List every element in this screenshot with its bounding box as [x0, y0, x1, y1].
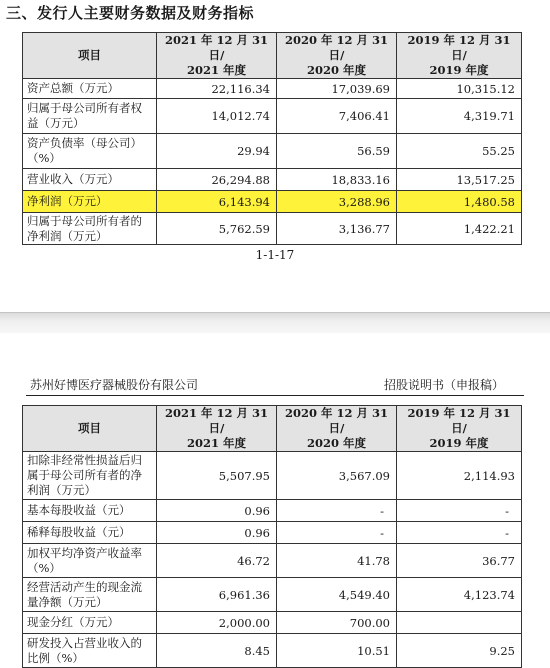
row-label: 基本每股收益（元） [23, 500, 157, 522]
header-2021: 2021 年 12 月 31 日/ 2021 年度 [157, 406, 277, 452]
cell-2021: 22,116.34 [157, 79, 277, 99]
cell-2019: 4,123.74 [397, 578, 522, 612]
company-name: 苏州好博医疗器械股份有限公司 [30, 378, 199, 392]
table-row [23, 500, 522, 522]
header-2019: 2019 年 12 月 31 日/ 2019 年度 [397, 406, 522, 452]
table-row-highlighted [23, 191, 522, 213]
cell-2021: 14,012.74 [157, 99, 277, 134]
cell-2019: - [397, 522, 522, 544]
cell-2021: 26,294.88 [157, 169, 277, 191]
cell-2019: 1,422.21 [397, 213, 522, 245]
row-label: 资产负债率（母公司）（%） [23, 134, 157, 169]
cell-2019: 2,114.93 [397, 452, 522, 500]
row-label: 稀释每股收益（元） [23, 522, 157, 544]
cell-2020: 700.00 [277, 612, 397, 634]
table-row [23, 544, 522, 578]
cell-2020: 4,549.40 [277, 578, 397, 612]
row-label: 经营活动产生的现金流量净额（万元） [23, 578, 157, 612]
table-row [23, 79, 522, 99]
page-separator [0, 312, 550, 333]
cell-2020: 56.59 [277, 134, 397, 169]
header-2020: 2020 年 12 月 31 日/ 2020 年度 [277, 33, 397, 79]
row-label: 研发投入占营业收入的比例（%） [23, 634, 157, 668]
table-row [23, 169, 522, 191]
header-item: 项目 [23, 33, 157, 79]
financial-table-2 [22, 405, 522, 668]
cell-2021: 46.72 [157, 544, 277, 578]
financial-table-1 [22, 32, 522, 245]
cell-2021: 5,762.59 [157, 213, 277, 245]
cell-2021: 0.96 [157, 522, 277, 544]
cell-2021: 6,961.36 [157, 578, 277, 612]
row-label: 加权平均净资产收益率（%） [23, 544, 157, 578]
table-row [23, 612, 522, 634]
table-row [23, 452, 522, 500]
row-label: 资产总额（万元） [23, 79, 157, 99]
header-divider [26, 395, 524, 396]
cell-2020: 3,567.09 [277, 452, 397, 500]
table-row [23, 99, 522, 134]
row-label: 现金分红（万元） [23, 612, 157, 634]
cell-2021: 5,507.95 [157, 452, 277, 500]
page-number: 1-1-17 [255, 248, 295, 262]
table-row [23, 134, 522, 169]
header-2021: 2021 年 12 月 31 日/ 2021 年度 [157, 33, 277, 79]
row-label: 扣除非经常性损益后归属于母公司所有者的净利润（万元） [23, 452, 157, 500]
document-name: 招股说明书（申报稿） [383, 378, 504, 392]
table-row [23, 522, 522, 544]
cell-2021: 29.94 [157, 134, 277, 169]
cell-2020: 7,406.41 [277, 99, 397, 134]
table-row [23, 634, 522, 668]
cell-2020: 10.51 [277, 634, 397, 668]
row-label: 归属于母公司所有者权益（万元） [23, 99, 157, 134]
cell-2019: 1,480.58 [397, 191, 522, 213]
cell-2021: 8.45 [157, 634, 277, 668]
cell-2019: 55.25 [397, 134, 522, 169]
row-label: 营业收入（万元） [23, 169, 157, 191]
table-row [23, 213, 522, 245]
cell-2020: - [277, 500, 397, 522]
row-label: 净利润（万元） [23, 191, 157, 213]
cell-2019 [397, 612, 522, 634]
row-label: 归属于母公司所有者的净利润（万元） [23, 213, 157, 245]
cell-2020: 3,136.77 [277, 213, 397, 245]
cell-2020: - [277, 522, 397, 544]
cell-2020: 3,288.96 [277, 191, 397, 213]
table-row [23, 578, 522, 612]
header-item: 项目 [23, 406, 157, 452]
cell-2021: 6,143.94 [157, 191, 277, 213]
section-title: 三、发行人主要财务数据及财务指标 [6, 4, 255, 22]
cell-2021: 0.96 [157, 500, 277, 522]
header-2019: 2019 年 12 月 31 日/ 2019 年度 [397, 33, 522, 79]
cell-2019: 9.25 [397, 634, 522, 668]
cell-2021: 2,000.00 [157, 612, 277, 634]
cell-2019: 13,517.25 [397, 169, 522, 191]
cell-2019: 10,315.12 [397, 79, 522, 99]
header-2020: 2020 年 12 月 31 日/ 2020 年度 [277, 406, 397, 452]
cell-2020: 18,833.16 [277, 169, 397, 191]
cell-2019: - [397, 500, 522, 522]
cell-2020: 17,039.69 [277, 79, 397, 99]
cell-2019: 4,319.71 [397, 99, 522, 134]
cell-2019: 36.77 [397, 544, 522, 578]
cell-2020: 41.78 [277, 544, 397, 578]
